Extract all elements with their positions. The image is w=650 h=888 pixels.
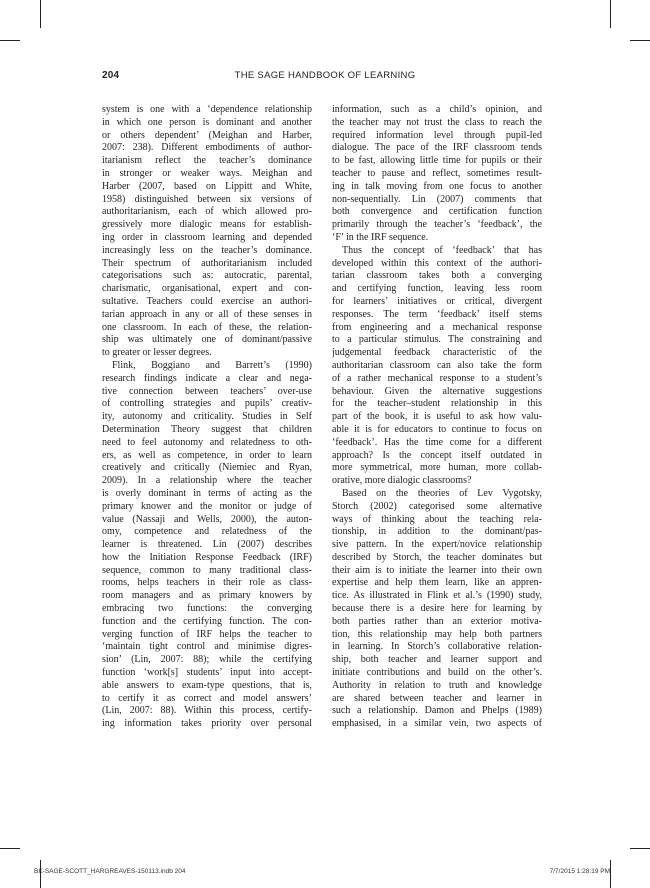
text-line: to greater or lesser degrees. [102,347,212,359]
text-line: need to feel autonomy and relatedness to oth- [102,436,312,448]
text-line: rooms, helps teachers in their role as class- [102,577,312,589]
right-column [332,104,542,731]
text-line: sultative. Teachers could exercise an authori- [102,295,312,307]
text-line: because there is a desire here for learning by [332,603,542,615]
text-line: ing order in classroom learning and depended [102,231,312,243]
text-line: embracing two functions: the converging [102,603,312,615]
text-line: function and the certifying function. The con- [102,615,312,627]
text-line: 1958) distinguished between six versions of [102,193,312,205]
text-line: Flink, Boggiano and Barrett’s (1990) [112,359,312,371]
crop-mark [0,848,20,849]
text-line: 2009). In a relationship where the teacher [102,475,312,487]
text-line: authoritarian classroom can also take the form [332,359,542,371]
text-line: is overly dominant in terms of acting as the [102,487,312,499]
text-line: expertise and help them learn, like an appren- [332,577,542,589]
crop-mark [610,860,611,888]
text-line: behaviour. Given the alternative suggestions [332,385,542,397]
text-line: ‘feedback’. Has the time come for a different [332,436,542,448]
crop-mark [610,0,611,28]
text-line: ship was ultimately one of dominant/passive [102,334,312,346]
text-line: for learners’ initiatives or critical, divergent [332,295,542,307]
crop-mark [630,40,650,41]
text-line: their aim is to initiate the learner into their own [332,564,542,576]
crop-mark [40,0,41,28]
text-line: ship, both teacher and learner support and [332,654,542,666]
text-line: Based on the theories of Lev Vygotsky, [342,487,542,499]
text-line: tarian classroom takes both a converging [332,270,542,282]
text-line: of a rather mechanical response to a student’s [332,372,542,384]
text-line: authoritarianism, each of which allowed pro- [102,206,312,218]
text-line: in learning. In Storch’s collaborative relation- [332,641,542,653]
crop-mark [630,848,650,849]
text-line: able it is for educators to continue to focus on [332,423,542,435]
left-column [102,104,312,731]
text-line: primarily through the teacher’s ‘feedback’, the [332,219,542,231]
text-line: gressively more dialogic means for establish- [102,219,312,231]
text-line: and certifying function, leaving less room [332,283,542,295]
text-line: responses. The term ‘feedback’ itself stems [332,308,542,320]
text-line: learner is threatened. Lin (2007) describes [102,539,312,551]
footer-timestamp: 7/7/2015 1:28:19 PM [549,868,610,875]
text-line: Storch (2002) categorised some alternative [332,500,542,512]
text-line: required information level through pupil-led [332,129,542,141]
text-line: value (Nassaji and Wells, 2000), the auton- [102,513,312,525]
text-line: Thus the concept of ‘feedback’ that has [342,244,542,256]
text-line: both parties rather than an exterior motiva- [332,615,542,627]
text-line: how the Initiation Response Feedback (IRF) [102,551,312,563]
text-line: 2007: 238). Different embodiments of author- [102,142,312,154]
text-line: Harber (2007, based on Lippitt and White, [102,180,312,192]
text-line: non-sequentially. Lin (2007) comments that [332,193,542,205]
text-line: in stronger or weaker ways. Meighan and [102,167,312,179]
text-line: ‘F’ in the IRF sequence. [332,231,429,243]
text-line: sion’ (Lin, 2007: 88); while the certifying [102,654,312,666]
text-line: teacher to pause and reflect, sometimes result- [332,167,542,179]
text-line: judgemental feedback characteristic of the [332,347,542,359]
text-line: increasingly less on the teacher’s dominance. [102,244,312,256]
text-line: from engineering and a mechanical response [332,321,542,333]
text-line: to a particular stimulus. The constraining and [332,334,542,346]
text-line: such a relationship. Damon and Phelps (1989) [332,705,542,717]
text-line: more symmetrical, more human, more collab- [332,462,542,474]
text-line: Authority in relation to truth and knowledge [332,679,542,691]
text-line: tarian approach in any or all of these senses in [102,308,312,320]
text-line: system is one with a ‘dependence relationship [102,104,312,115]
text-line: or others dependent’ (Meighan and Harber, [102,129,312,141]
footer-file-info: BK-SAGE-SCOTT_HARGREAVES-150113.indb 204 [34,868,186,875]
text-line: tice. As illustrated in Flink et al.’s (1990) study, [332,590,542,602]
text-line: sequence, common to many traditional class- [102,564,312,576]
text-line: to be fast, allowing little time for pupils or their [332,155,542,167]
text-line: for the teacher–student relationship in this [332,398,542,410]
text-line: ing information takes priority over personal [102,718,312,730]
text-line: research findings indicate a clear and nega- [102,372,312,384]
text-line: part of the book, it is useful to ask how valu- [332,411,542,423]
text-line: (Lin, 2007: 88). Within this process, certify- [102,705,312,717]
text-line: are shared between teacher and learner in [332,692,542,704]
text-line: itarianism reflect the teacher’s dominance [102,155,312,167]
text-line: emphasised, in a similar vein, two aspects of [332,718,542,730]
text-line: room managers and as primary knowers by [102,590,312,602]
text-line: function ‘work[s] students’ input into accept- [102,667,312,679]
text-line: ways of thinking about the teaching rela- [332,513,542,525]
text-line: sive pattern. In the expert/novice relationship [332,539,542,551]
text-line: omy, competence and relatedness of the [102,526,312,538]
text-line: ers, as well as competence, in order to learn [102,449,312,461]
text-line: ‘maintain tight control and minimise digres- [102,641,312,653]
page-number: 204 [102,70,120,81]
text-line: ity, autonomy and criticality. Studies in Self [102,411,312,423]
text-line: approach? Is the concept itself outdated in [332,449,542,461]
text-line: charismatic, organisational, expert and con- [102,283,312,295]
text-line: tion, this relationship may help both partners [332,628,542,640]
text-line: tionship, in addition to the dominant/pas- [332,526,542,538]
crop-mark [0,40,20,41]
text-line: in which one person is dominant and another [102,116,312,128]
text-line: dialogue. The pace of the IRF classroom tends [332,142,542,154]
text-line: able answers to exam-type questions, that is, [102,679,312,691]
text-line: described by Storch, the teacher dominates but [332,551,542,563]
text-line: to certify it as correct and model answers’ [102,692,312,704]
text-line: creatively and critically (Niemiec and Ryan, [102,462,312,474]
text-line: Determination Theory suggest that children [102,423,312,435]
text-line: of controlling strategies and pupils’ creativ- [102,398,312,410]
text-line: categorisations such as: autocratic, parental, [102,270,312,282]
text-line: orative, more dialogic classrooms? [332,475,472,487]
text-line: the teacher may not trust the class to reach the [332,116,542,128]
text-line: Their spectrum of authoritarianism included [102,257,312,269]
text-line: initiate contributions and build on the other’s. [332,667,542,679]
text-line: information, such as a child’s opinion, and [332,104,542,115]
text-line: verging function of IRF helps the teacher to [102,628,312,640]
running-head: THE SAGE HANDBOOK OF LEARNING [234,70,416,81]
text-line: both convergence and certification function [332,206,542,218]
text-line: ing in talk moving from one focus to another [332,180,542,192]
text-line: primary knower and the monitor or judge of [102,500,312,512]
text-line: tive connection between teachers’ over-use [102,385,312,397]
text-line: developed within this context of the authori- [332,257,542,269]
text-line: one classroom. In each of these, the relation- [102,321,312,333]
